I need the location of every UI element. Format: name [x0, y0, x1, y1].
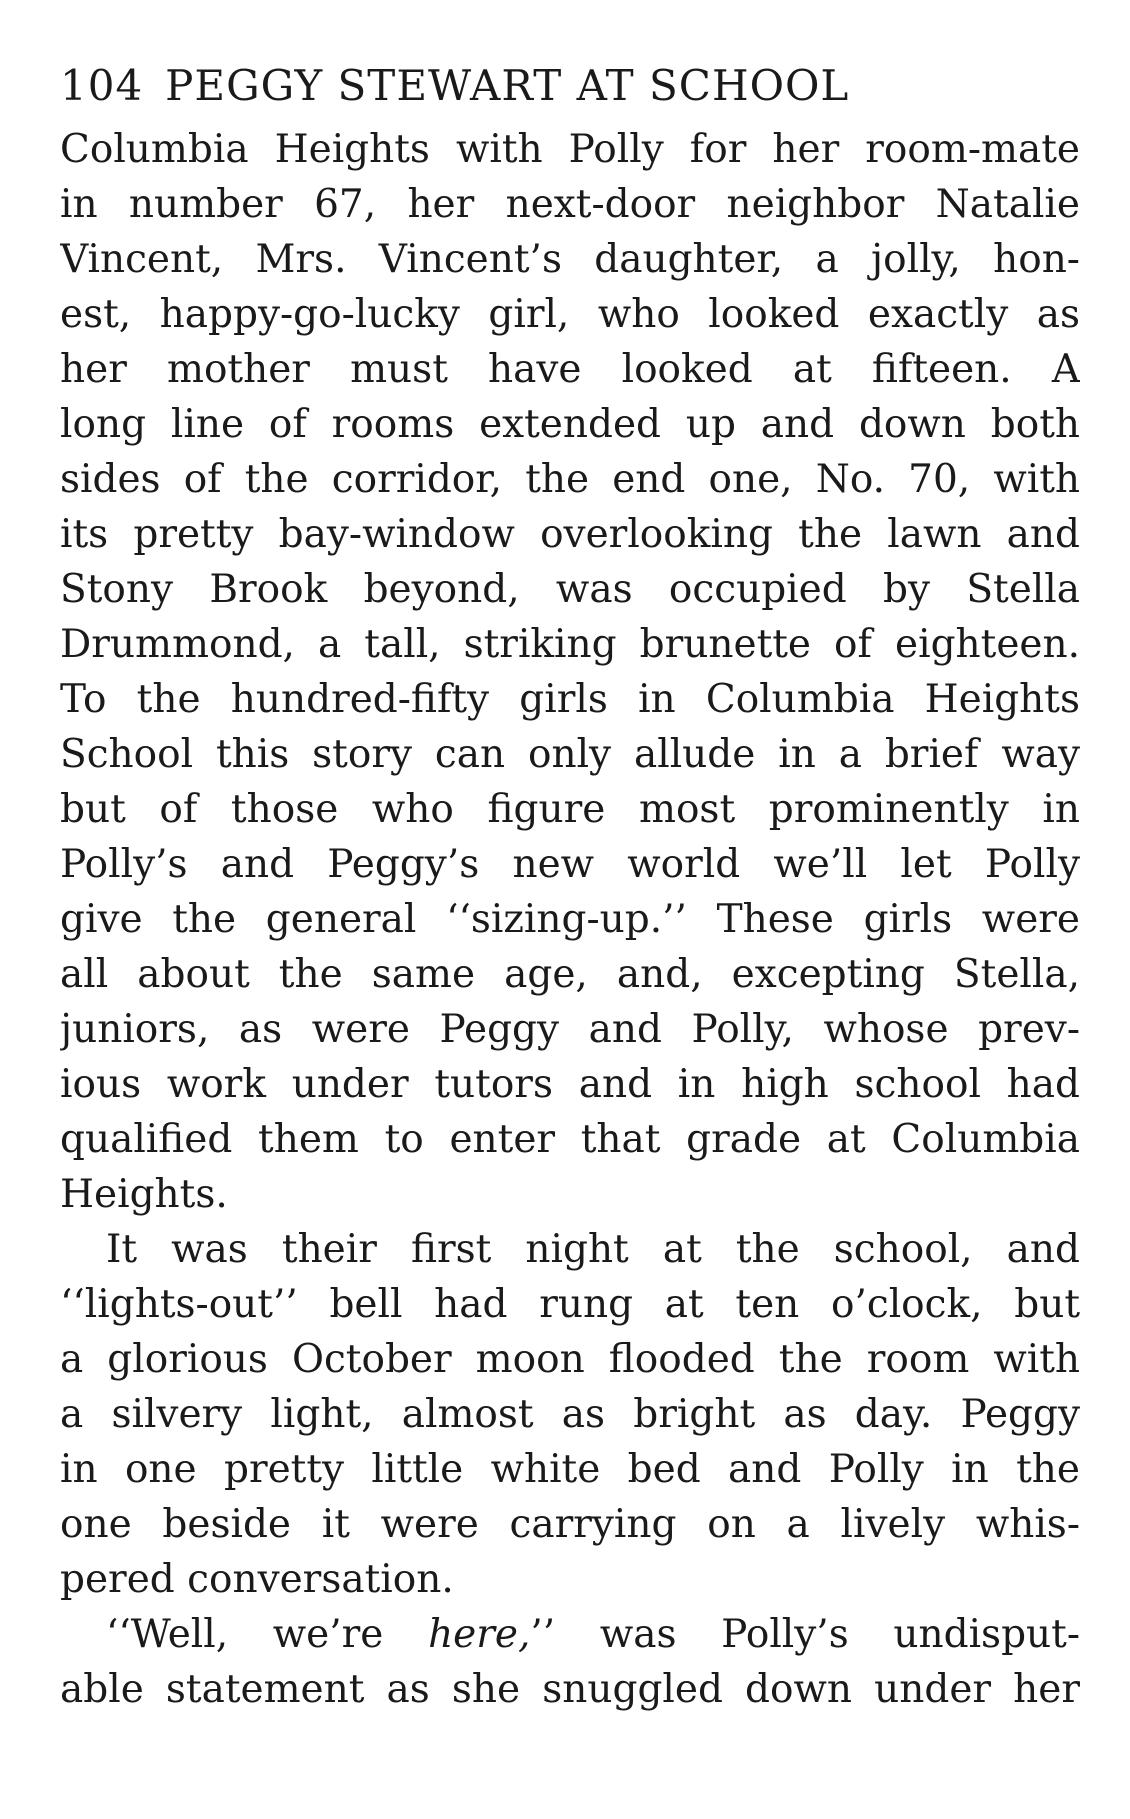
text-line: Vincent, Mrs. Vincent’s daughter, a jolly, hon-: [60, 237, 1080, 282]
text-line: Columbia Heights with Polly for her room-mate: [60, 127, 1080, 172]
text-line: Polly’s and Peggy’s new world we’ll let Polly: [60, 842, 1080, 887]
paragraph-1: [60, 122, 1080, 1222]
emphasis: here,: [428, 1612, 531, 1657]
text-line: qualified them to enter that grade at Columbia: [60, 1117, 1080, 1162]
text-span: ‘‘Well, we’re: [106, 1612, 429, 1657]
text-line: long line of rooms extended up and down both: [60, 402, 1080, 447]
text-line: To the hundred-fifty girls in Columbia Heights: [60, 677, 1080, 722]
text-line: [60, 1607, 1080, 1662]
text-line: give the general ‘‘sizing-up.’’ These girls were: [60, 897, 1080, 942]
page-number: 104: [60, 61, 144, 110]
text-line: Heights.: [60, 1172, 228, 1217]
text-line: a glorious October moon flooded the room with: [60, 1337, 1080, 1382]
text-line: It was their first night at the school, and: [106, 1227, 1080, 1272]
text-line: one beside it were carrying on a lively whis-: [60, 1502, 1080, 1547]
text-line: her mother must have looked at fifteen. A: [60, 347, 1080, 392]
text-line: able statement as she snuggled down under her: [60, 1667, 1080, 1712]
running-head: [60, 58, 1080, 114]
book-page: [60, 58, 1080, 1717]
text-line: Drummond, a tall, striking brunette of eighteen.: [60, 622, 1080, 667]
text-line: but of those who figure most prominently in: [60, 787, 1080, 832]
text-line: in one pretty little white bed and Polly in the: [60, 1447, 1080, 1492]
text-line: School this story can only allude in a brief way: [60, 732, 1080, 777]
text-line: pered conversation.: [60, 1557, 454, 1602]
text-span: ’’ was Polly’s undisput-: [530, 1612, 1080, 1657]
running-title: PEGGY STEWART AT SCHOOL: [165, 61, 850, 110]
text-line: est, happy-go-lucky girl, who looked exactly as: [60, 292, 1080, 337]
text-line: in number 67, her next-door neighbor Natalie: [60, 182, 1080, 227]
paragraph-2: [60, 1222, 1080, 1607]
text-line: its pretty bay-window overlooking the lawn and: [60, 512, 1080, 557]
text-line: sides of the corridor, the end one, No. 70, with: [60, 457, 1080, 502]
text-line: a silvery light, almost as bright as day. Peggy: [60, 1392, 1080, 1437]
text-line: ‘‘lights-out’’ bell had rung at ten o’clock, but: [60, 1282, 1080, 1327]
paragraph-3: [60, 1607, 1080, 1717]
text-line: Stony Brook beyond, was occupied by Stella: [60, 567, 1080, 612]
text-line: all about the same age, and, excepting Stella,: [60, 952, 1080, 997]
text-line: ious work under tutors and in high school had: [60, 1062, 1080, 1107]
text-line: juniors, as were Peggy and Polly, whose prev-: [60, 1007, 1080, 1052]
